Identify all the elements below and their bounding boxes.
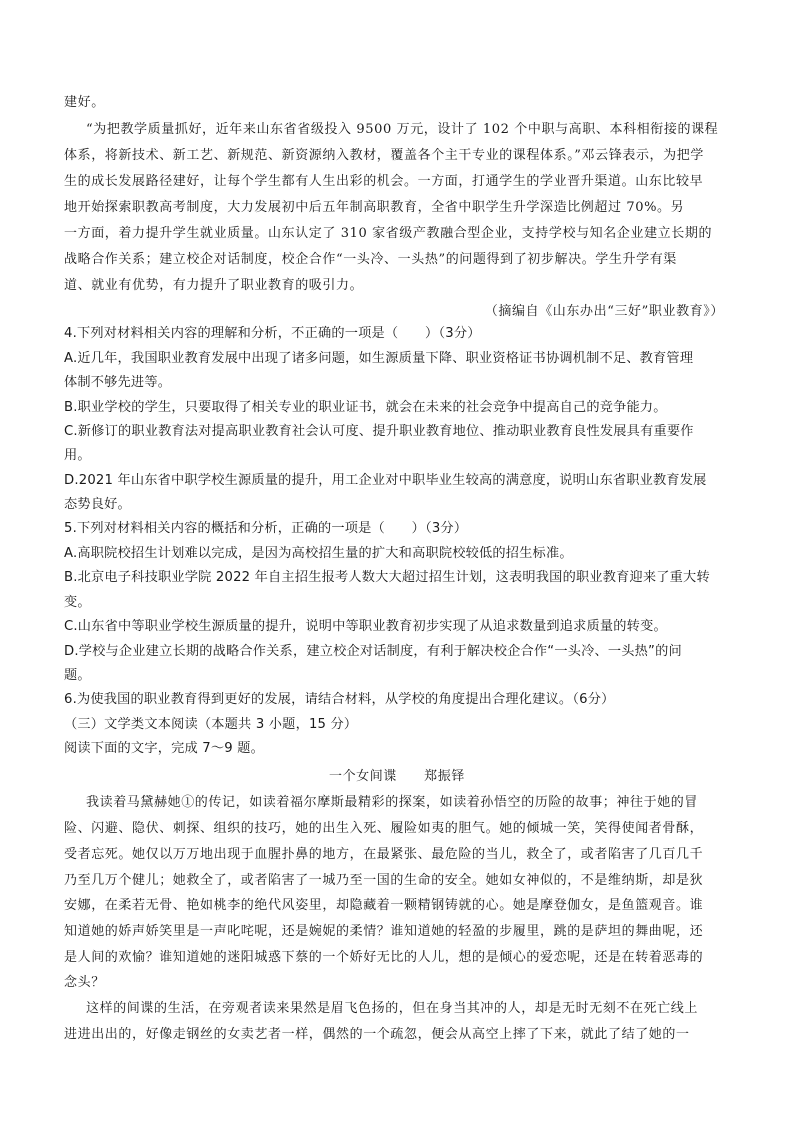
passage-line: 一方面，着力提升学生就业质量。山东认定了 310 家省级产教融合型企业，支持学校与知名企业建立长期的 [64, 226, 713, 241]
question-5-stem: 5.下列对材料相关内容的概括和分析，正确的一项是（ ）（3分） [64, 521, 468, 536]
article-title: 一个女间谍 郑振铎 [328, 769, 465, 784]
q4-option-c: C.新修订的职业教育法对提高职业教育社会认可度、提升职业教育地位、推动职业教育良性发展具有重要作 [64, 424, 694, 439]
q4-option-a: A.近几年，我国职业教育发展中出现了诸多问题，如生源质量下降、职业资格证书协调机制不足、教育管理 [64, 351, 694, 366]
q5-option-a: A.高职院校招生计划难以完成，是因为高校招生量的扩大和高职院校较低的招生标准。 [64, 546, 573, 561]
passage-line: 道、就业有优势，有力提升了职业教育的吸引力。 [64, 278, 364, 293]
section-heading: （三）文学类文本阅读（本题共 3 小题，15 分） [64, 717, 358, 732]
article-line: 我读着马黛赫她①的传记，如读着福尔摩斯最精彩的探案，如读着孙悟空的历险的故事；神往于她的冒 [86, 795, 699, 810]
passage-line: 生的成长发展路径建好，让每个学生都有人生出彩的机会。一方面，打通学生的学业晋升渠道。山东比较早 [64, 174, 704, 189]
q4-option-b: B.职业学校的学生，只要取得了相关专业的职业证书，就会在未来的社会竞争中提高自己的竞争能力。 [64, 400, 667, 415]
article-line: 乃至几万个健儿；她救全了，或者陷害了一城乃至一国的生命的安全。她如女神似的，不是维纳斯，却是狄 [64, 873, 704, 888]
article-line: 知道她的娇声娇笑里是一声叱咤呢，还是婉妮的柔情？谁知道她的轻盈的步履里，跳的是萨坦的舞曲呢，还 [64, 924, 704, 939]
article-line: 受者忘死。她仅以万万地出现于血腥扑鼻的地方，在最紧张、最危险的当儿，救全了，或者陷害了几百几千 [64, 847, 704, 862]
article-line: 安娜，在柔若无骨、艳如桃李的绝代风姿里，却隐藏着一颗精钢铸就的心。她是摩登伽女，是鱼篮观音。谁 [64, 898, 704, 913]
source-citation: （摘编自《山东办出“三好”职业教育》） [484, 304, 724, 319]
article-line: 念头？ [64, 975, 105, 990]
passage-line: “为把教学质量抓好，近年来山东省省级投入 9500 万元，设计了 102 个中职与高职、本科相衔接的课程 [86, 122, 719, 137]
article-line: 险、闪避、隐伏、刺探、组织的技巧，她的出生入死、履险如夷的胆气。她的倾城一笑，笑得使闻者骨酥， [64, 821, 704, 836]
q4-option-d: D.2021 年山东省中职学校生源质量的提升，用工企业对中职毕业生较高的满意度，说明山东省职业教育发展 [64, 473, 707, 488]
passage-line: 地开始探索职教高考制度，大力发展初中后五年制高职教育，全省中职学生升学深造比例超过 70%。另 [64, 200, 685, 215]
q4-option-c-cont: 用。 [64, 448, 91, 463]
article-line: 是人间的欢愉？谁知道她的迷阳城惑下蔡的一个娇好无比的人儿，想的是倾心的爱恋呢，还是在转着恶毒的 [64, 950, 704, 965]
q4-option-d-cont: 态势良好。 [64, 497, 131, 512]
q5-option-d: D.学校与企业建立长期的战略合作关系，建立校企对话制度，有利于解决校企合作“一头冷、一头热”的问 [64, 644, 682, 659]
question-6-stem: 6.为使我国的职业教育得到更好的发展，请结合材料，从学校的角度提出合理化建议。（6分） [64, 692, 615, 707]
q4-option-a-cont: 体制不够先进等。 [64, 375, 172, 390]
article-line: 进进出出的，好像走钢丝的女卖艺者一样，偶然的一个疏忽，便会从高空上摔了下来，就此了结了她的一 [64, 1027, 690, 1042]
passage-line: 战略合作关系；建立校企对话制度，校企合作“一头冷、一头热”的问题得到了初步解决。学生升学有渠 [64, 252, 677, 267]
article-line: 这样的间谍的生活，在旁观者读来果然是眉飞色扬的，但在身当其冲的人，却是无时无刻不在死亡线上 [86, 1001, 699, 1016]
reading-instruction: 阅读下面的文字，完成 7～9 题。 [64, 741, 265, 756]
q5-option-b-cont: 变。 [64, 595, 91, 610]
question-4-stem: 4.下列对材料相关内容的理解和分析，不正确的一项是（ ）（3分） [64, 326, 481, 341]
q5-option-d-cont: 题。 [64, 668, 91, 683]
passage-line: 建好。 [64, 95, 105, 110]
q5-option-c: C.山东省中等职业学校生源质量的提升，说明中等职业教育初步实现了从追求数量到追求质量的转变。 [64, 619, 667, 634]
passage-line: 体系，将新技术、新工艺、新规范、新资源纳入教材，覆盖各个主干专业的课程体系。”邓云锋表示，为把学 [64, 148, 704, 163]
q5-option-b: B.北京电子科技职业学院 2022 年自主招生报考人数大大超过招生计划，这表明我国的职业教育迎来了重大转 [64, 570, 710, 585]
